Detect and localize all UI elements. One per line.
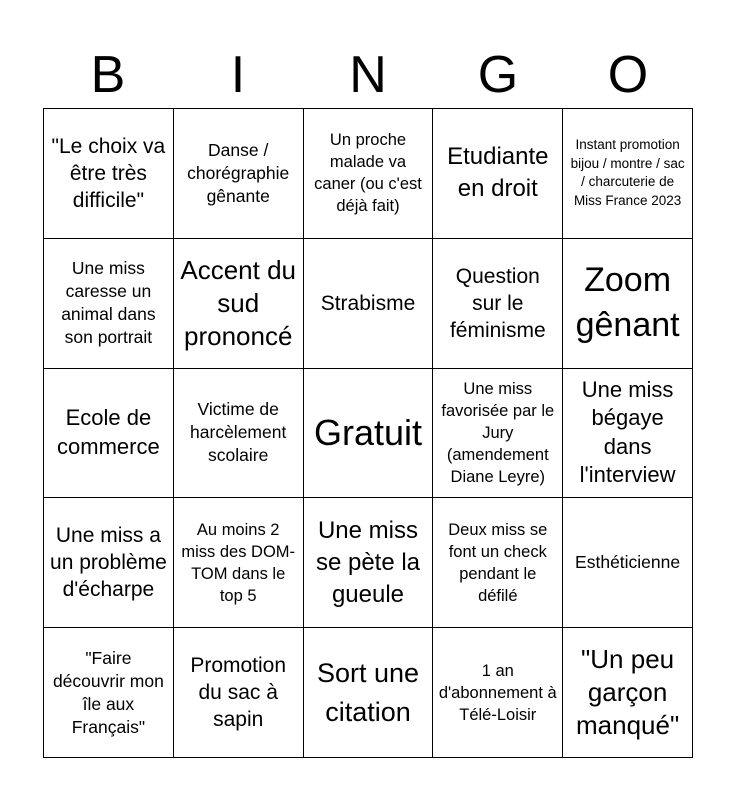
header-letter-g: G xyxy=(477,46,519,104)
bingo-cell[interactable] xyxy=(304,628,434,758)
bingo-cell[interactable] xyxy=(174,239,304,369)
bingo-grid xyxy=(43,108,693,758)
cell-text: Une miss bégaye dans l'interview xyxy=(579,376,676,488)
header-letter-i: I xyxy=(230,46,246,104)
cell-text: Une miss caresse un animal dans son portrait xyxy=(61,258,156,348)
cell-text: Gratuit xyxy=(313,411,423,453)
bingo-cell[interactable] xyxy=(433,628,563,758)
bingo-cell[interactable] xyxy=(563,369,693,499)
cell-text: Ecole de commerce xyxy=(57,405,160,459)
bingo-cell[interactable] xyxy=(44,239,174,369)
bingo-cell[interactable] xyxy=(44,628,174,758)
bingo-cell[interactable] xyxy=(174,369,304,499)
bingo-cell[interactable] xyxy=(563,628,693,758)
bingo-cell[interactable] xyxy=(174,628,304,758)
bingo-header xyxy=(43,44,693,106)
bingo-cell[interactable] xyxy=(433,239,563,369)
bingo-cell[interactable] xyxy=(304,109,434,239)
header-letter-n: N xyxy=(349,46,387,104)
bingo-cell[interactable] xyxy=(174,109,304,239)
cell-text: Sort une citation xyxy=(316,657,420,727)
cell-text: Instant promotion bijou / montre / sac / charcuterie de Miss France 2023 xyxy=(570,137,685,208)
header-letter-o: O xyxy=(607,46,649,104)
bingo-cell[interactable] xyxy=(304,239,434,369)
bingo-cell[interactable] xyxy=(433,109,563,239)
bingo-cell[interactable] xyxy=(304,498,434,628)
cell-text: 1 an d'abonnement à Télé-Loisir xyxy=(438,661,557,724)
cell-text: Accent du sud prononcé xyxy=(180,254,297,351)
cell-text: Une miss se pète la gueule xyxy=(315,516,421,608)
bingo-cell[interactable] xyxy=(563,239,693,369)
bingo-cell[interactable] xyxy=(44,109,174,239)
cell-text: "Faire découvrir mon île aux Français" xyxy=(52,647,164,737)
cell-text: Question sur le féminisme xyxy=(449,264,546,342)
bingo-cell[interactable] xyxy=(433,498,563,628)
cell-text: Esthéticienne xyxy=(575,552,681,573)
header-letter-b: B xyxy=(90,46,126,104)
bingo-cell[interactable] xyxy=(44,498,174,628)
cell-text: Un proche malade va caner (ou c'est déjà fait) xyxy=(314,131,422,216)
bingo-cell[interactable] xyxy=(433,369,563,499)
cell-text: "Un peu garçon manqué" xyxy=(576,644,680,741)
cell-text: Etudiante en droit xyxy=(447,143,549,203)
cell-text: Victime de harcèlement scolaire xyxy=(190,399,287,466)
bingo-cell[interactable] xyxy=(563,498,693,628)
cell-text: Une miss favorisée par le Jury (amendement Diane Leyre) xyxy=(441,379,555,486)
cell-text: "Le choix va être très difficile" xyxy=(51,134,166,212)
cell-text: Strabisme xyxy=(320,291,416,315)
cell-text: Zoom gênant xyxy=(575,261,680,345)
cell-text: Danse / chorégraphie gênante xyxy=(187,139,290,206)
bingo-cell[interactable] xyxy=(174,498,304,628)
cell-text: Promotion du sac à sapin xyxy=(190,654,287,732)
bingo-cell[interactable] xyxy=(44,369,174,499)
cell-text: Une miss a un problème d'écharpe xyxy=(50,524,167,602)
cell-text: Au moins 2 miss des DOM-TOM dans le top 5 xyxy=(181,520,296,605)
cell-text: Deux miss se font un check pendant le défilé xyxy=(448,520,548,605)
bingo-cell[interactable] xyxy=(563,109,693,239)
bingo-cell[interactable] xyxy=(304,369,434,499)
